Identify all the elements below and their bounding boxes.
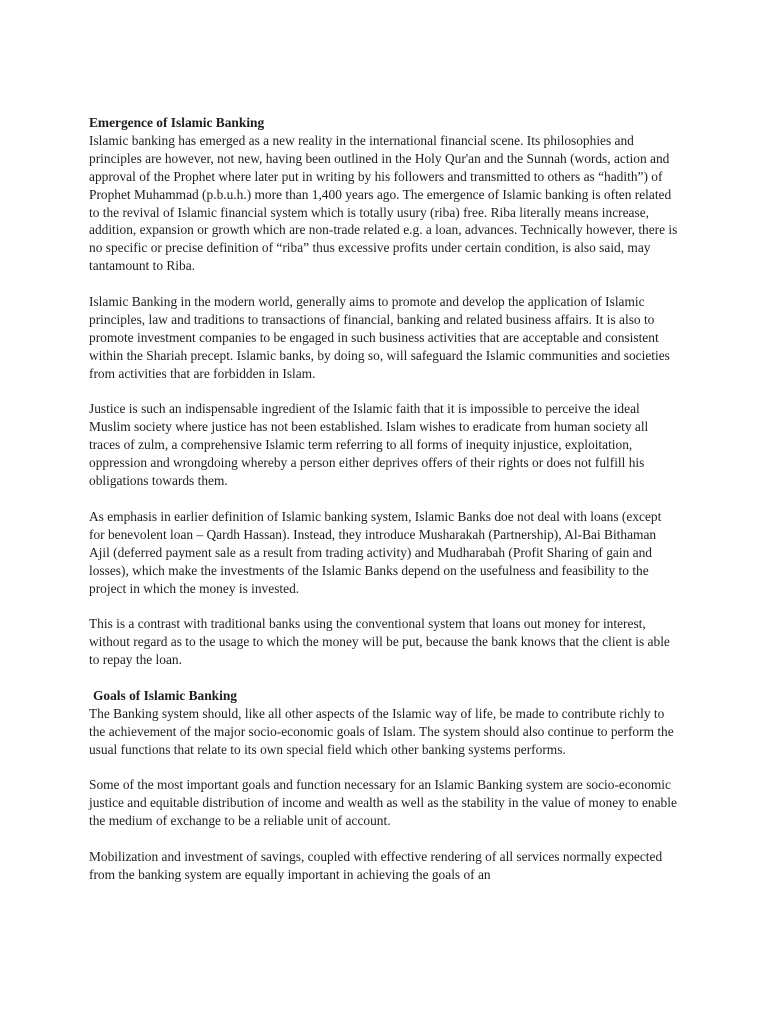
document-page bbox=[89, 114, 679, 884]
paragraph-emergence-1: Islamic banking has emerged as a new reality in the international financial scene. Its philosophies and principles are however, not new, having been outlined in the Holy Qur'an and the Sunnah (words, action and approval of the Prophet where later put in writing by his followers and transmitted to others as “hadith”) of Prophet Muhammad (p.b.u.h.) more than 1,400 years ago. The emergence of Islamic banking is often related to the revival of Islamic financial system which is totally usury (riba) free. Riba literally means increase, addition, expansion or growth which are non-trade related e.g. a loan, advances. Technically however, there is no specific or precise definition of “riba” thus excessive profits under certain condition, is also said, may tantamount to Riba. bbox=[89, 132, 678, 274]
paragraph-emergence-3: Justice is such an indispensable ingredient of the Islamic faith that it is impossible to perceive the ideal Muslim society where justice has not been established. Islam wishes to eradicate from human society all traces of zulm, a comprehensive Islamic term referring to all forms of inequity injustice, exploitation, oppression and wrongdoing whereby a person either deprives offers of their rights or does not fulfill his obligations towards them. bbox=[89, 401, 649, 489]
paragraph-emergence-4: As emphasis in earlier definition of Islamic banking system, Islamic Banks doe not deal with loans (except for benevolent loan – Qardh Hassan). Instead, they introduce Musharakah (Partnership), Al-Bai Bithaman Ajil (deferred payment sale as a result from trading activity) and Mudharabah (Profit Sharing of gain and losses), which make the investments of the Islamic Banks depend on the usefulness and feasibility to the project in which the money is invested. bbox=[89, 508, 662, 596]
paragraph-goals-2: Some of the most important goals and function necessary for an Islamic Banking system are socio-economic justice and equitable distribution of income and wealth as well as the stability in the value of money to enable the medium of exchange to be a reliable unit of account. bbox=[89, 777, 677, 829]
paragraph-goals-1: The Banking system should, like all other aspects of the Islamic way of life, be made to contribute richly to the achievement of the major socio-economic goals of Islam. The system should also continue to perform the usual functions that relate to its own special field which other banking systems performs. bbox=[89, 705, 674, 757]
section-heading-goals: Goals of Islamic Banking bbox=[93, 687, 237, 703]
section-heading-emergence: Emergence of Islamic Banking bbox=[89, 115, 265, 130]
paragraph-emergence-2: Islamic Banking in the modern world, generally aims to promote and develop the application of Islamic principles, law and traditions to transactions of financial, banking and related business affairs. It is also to promote investment companies to be engaged in such business activities that are acceptable and consistent within the Shariah precept. Islamic banks, by doing so, will safeguard the Islamic communities and societies from activities that are forbidden in Islam. bbox=[89, 294, 670, 381]
paragraph-emergence-5: This is a contrast with traditional banks using the conventional system that loans out money for interest, without regard as to the usage to which the money will be put, because the bank knows that the client is able to repay the loan. bbox=[89, 616, 670, 668]
paragraph-goals-3: Mobilization and investment of savings, coupled with effective rendering of all services normally expected from the banking system are equally important in achieving the goals of an bbox=[89, 849, 663, 882]
